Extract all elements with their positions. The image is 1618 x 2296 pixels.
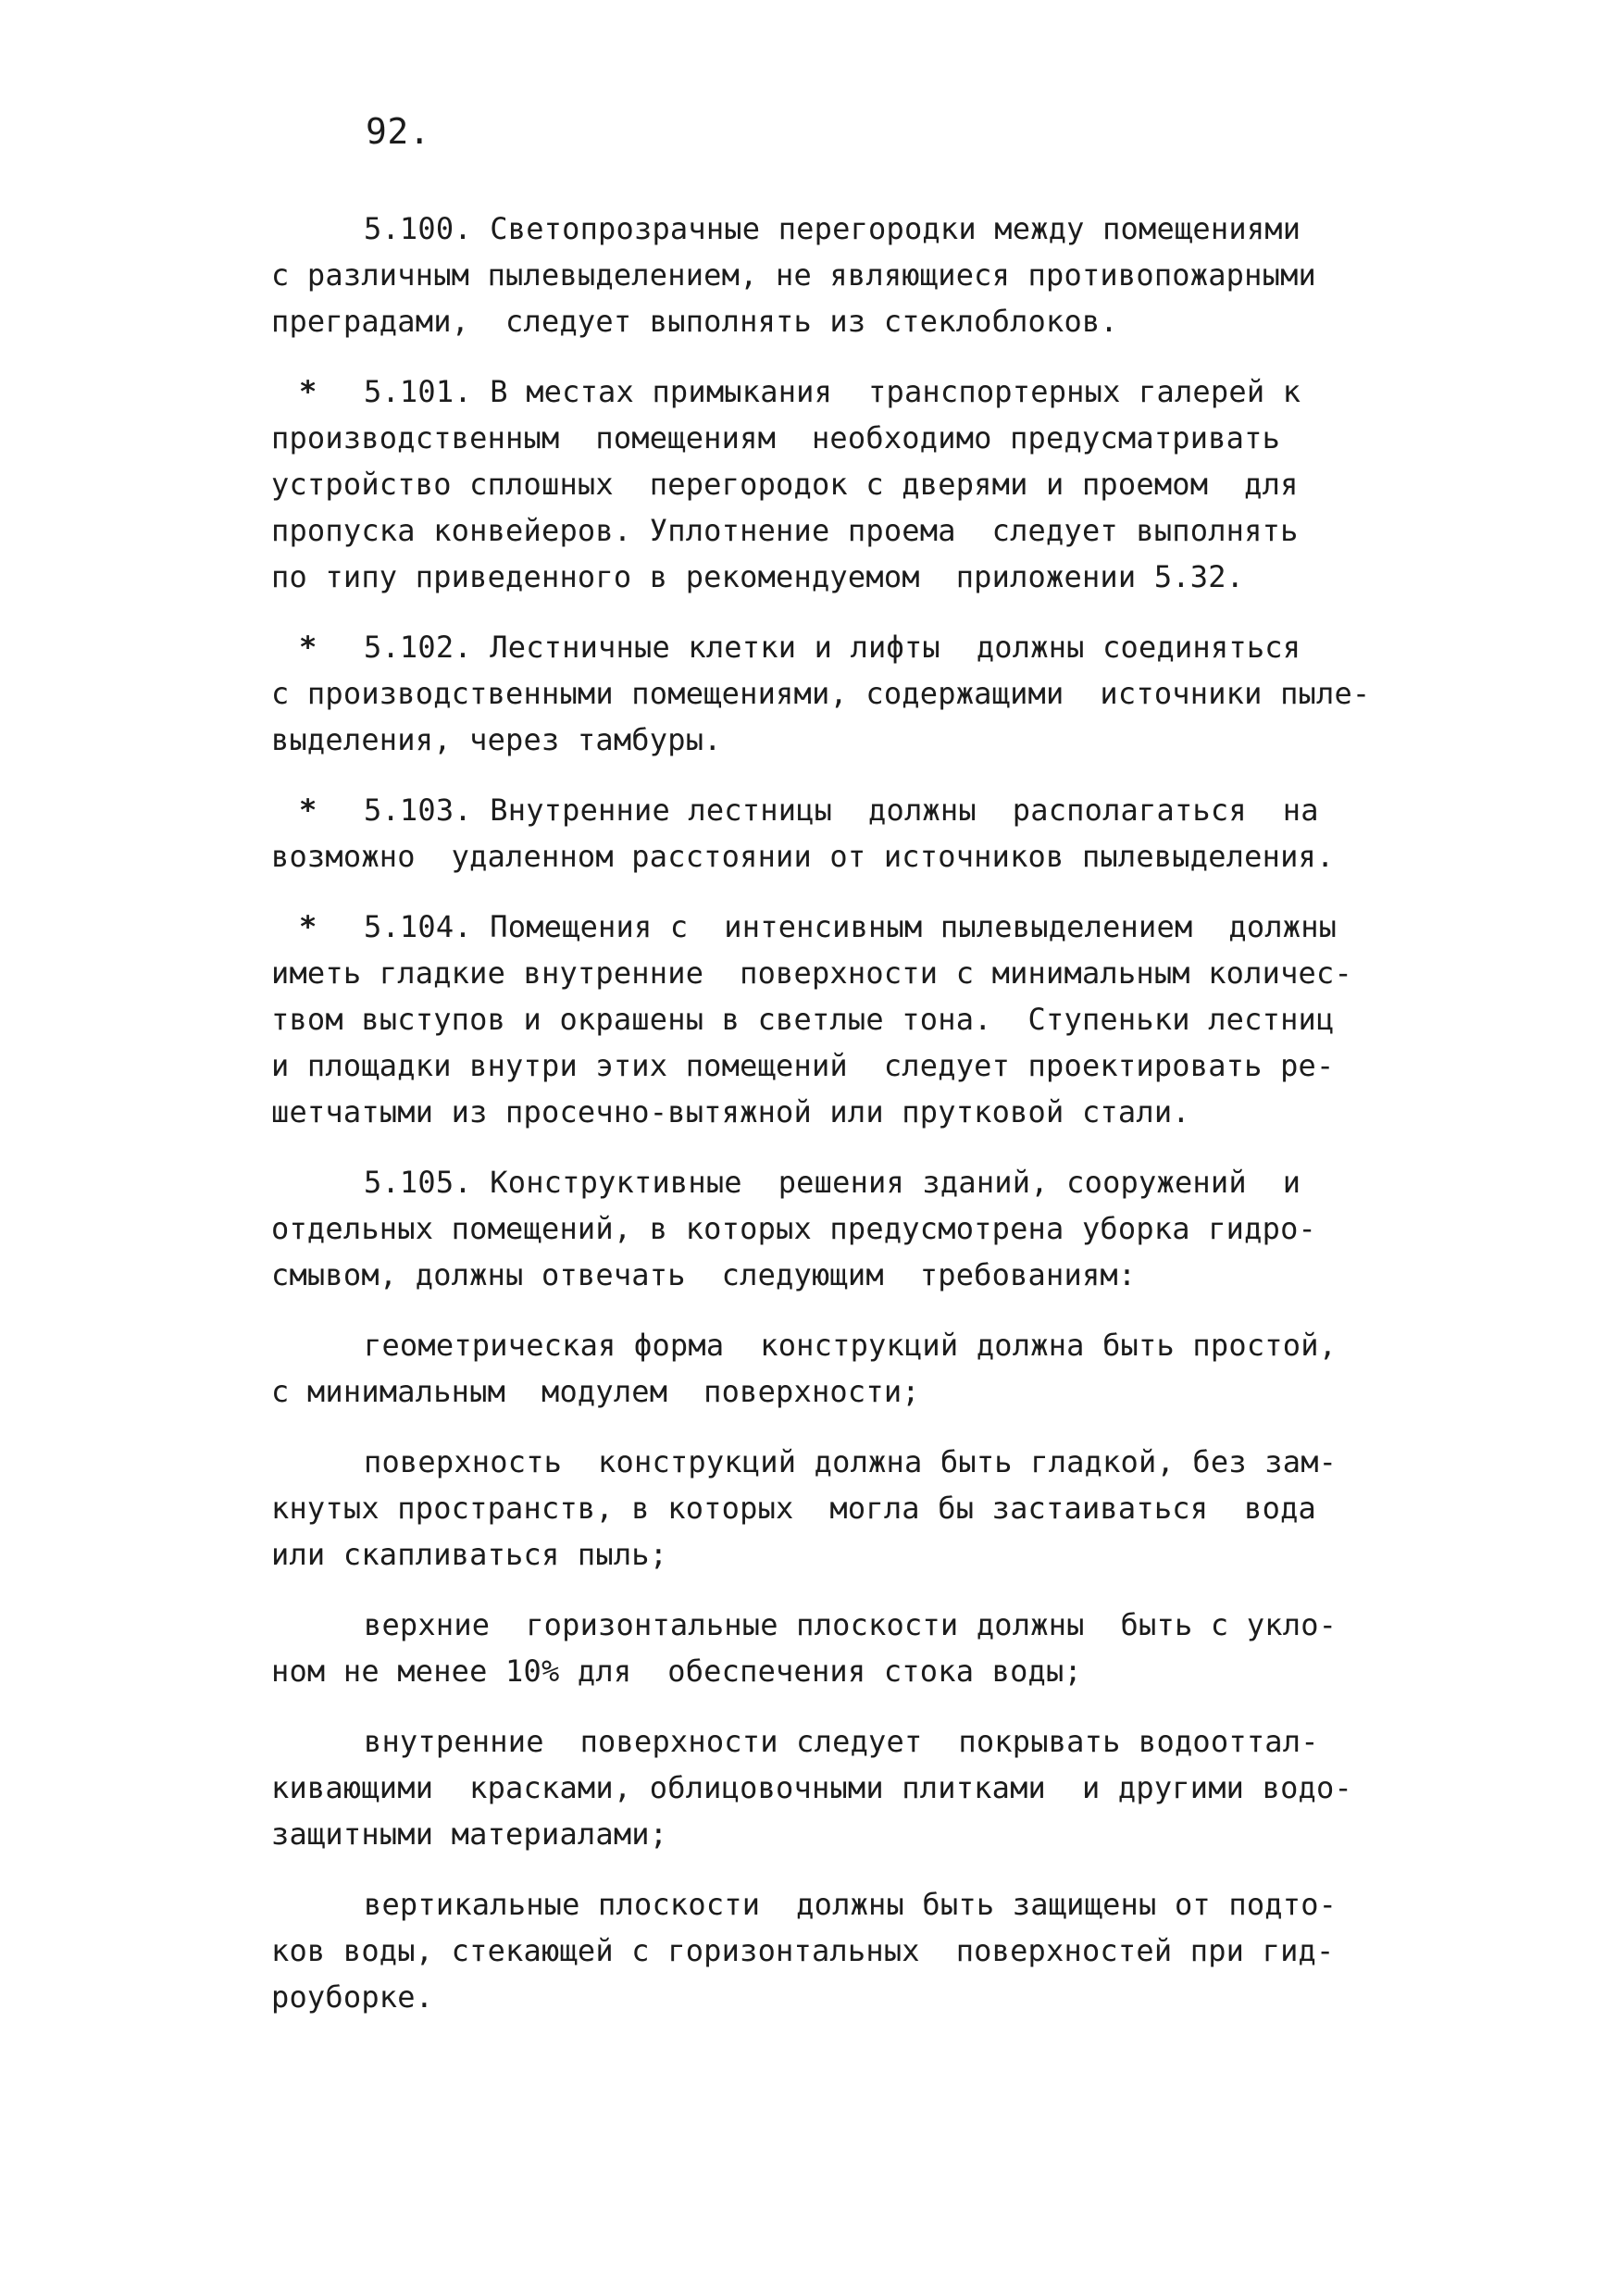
text-line-content: 5.103. Внутренние лестницы должны располагаться на [364, 792, 1319, 828]
text-line: роуборке. [271, 1979, 434, 2015]
text-line-content: 5.101. В местах примыкания транспортерных галерей к [364, 374, 1301, 409]
change-marker: * [299, 630, 317, 665]
change-marker: * [299, 909, 317, 944]
text-line: внутренние поверхности следует покрывать водооттал- [364, 1724, 1319, 1759]
text-line: кивающими красками, облицовочными плитками и другими водо- [271, 1770, 1352, 1805]
requirement-item [271, 1439, 1428, 1578]
text-line: ков воды, стекающей с горизонтальных поверхностей при гид- [271, 1933, 1335, 1968]
text-line: с производственными помещениями, содержащими источники пыле- [271, 676, 1371, 711]
text-line: преградами, следует выполнять из стеклоблоков. [271, 304, 1118, 339]
text-line: вертикальные плоскости должны быть защищены от подто- [364, 1887, 1338, 1922]
page-number: 92. [366, 111, 431, 152]
change-marker: * [299, 792, 317, 828]
text-line: шетчатыми из просечно-вытяжной или прутковой стали. [271, 1094, 1190, 1129]
text-line: поверхность конструкций должна быть гладкой, без зам- [364, 1444, 1338, 1479]
text-line: возможно удаленном расстоянии от источников пылевыделения. [271, 839, 1335, 874]
text-line: геометрическая форма конструкций должна быть простой, [364, 1328, 1338, 1363]
text-line: смывом, должны отвечать следующим требованиям: [271, 1257, 1137, 1292]
text-line: и площадки внутри этих помещений следует проектировать ре- [271, 1048, 1335, 1083]
paragraph-5-105 [271, 1159, 1428, 1298]
text-line: производственным помещениям необходимо предусматривать [271, 420, 1281, 455]
text-line: твом выступов и окрашены в светлые тона. Ступеньки лестниц [271, 1002, 1335, 1037]
text-line: или скапливаться пыль; [271, 1537, 668, 1572]
requirement-item [271, 1881, 1428, 2020]
text-line [271, 787, 1428, 833]
requirement-item [271, 1322, 1428, 1415]
text-line: ном не менее 10% для обеспечения стока воды; [271, 1653, 1082, 1689]
text-line: по типу приведенного в рекомендуемом приложении 5.32. [271, 559, 1245, 594]
paragraph-5-104 [271, 904, 1428, 1135]
paragraph-5-102 [271, 624, 1428, 763]
text-line: кнутых пространств, в которых могла бы застаиваться вода [271, 1491, 1317, 1526]
paragraph-5-101 [271, 368, 1428, 600]
text-line: 5.105. Конструктивные решения зданий, сооружений и [364, 1165, 1301, 1200]
requirement-item [271, 1718, 1428, 1857]
paragraph-5-100 [271, 206, 1428, 344]
text-line: защитными материалами; [271, 1816, 668, 1852]
text-line: выделения, через тамбуры. [271, 722, 722, 757]
document-body [271, 206, 1428, 2044]
text-line: с различным пылевыделением, не являющиеся противопожарными [271, 257, 1317, 293]
text-line [271, 624, 1428, 670]
text-line: отдельных помещений, в которых предусмотрена уборка гидро- [271, 1211, 1317, 1246]
text-line: пропуска конвейеров. Уплотнение проема следует выполнять [271, 513, 1299, 548]
change-marker: * [299, 374, 317, 409]
requirement-item [271, 1602, 1428, 1694]
text-line: 5.100. Светопрозрачные перегородки между помещениями [364, 211, 1301, 246]
text-line: иметь гладкие внутренние поверхности с минимальным количес- [271, 955, 1352, 991]
text-line-content: 5.102. Лестничные клетки и лифты должны соединяться [364, 630, 1301, 665]
text-line: верхние горизонтальные плоскости должны быть с укло- [364, 1607, 1338, 1642]
text-line [271, 904, 1428, 950]
text-line: с минимальным модулем поверхности; [271, 1374, 920, 1409]
paragraph-5-103 [271, 787, 1428, 880]
text-line: устройство сплошных перегородок с дверями и проемом для [271, 467, 1299, 502]
text-line-content: 5.104. Помещения с интенсивным пылевыделением должны [364, 909, 1338, 944]
text-line [271, 368, 1428, 415]
